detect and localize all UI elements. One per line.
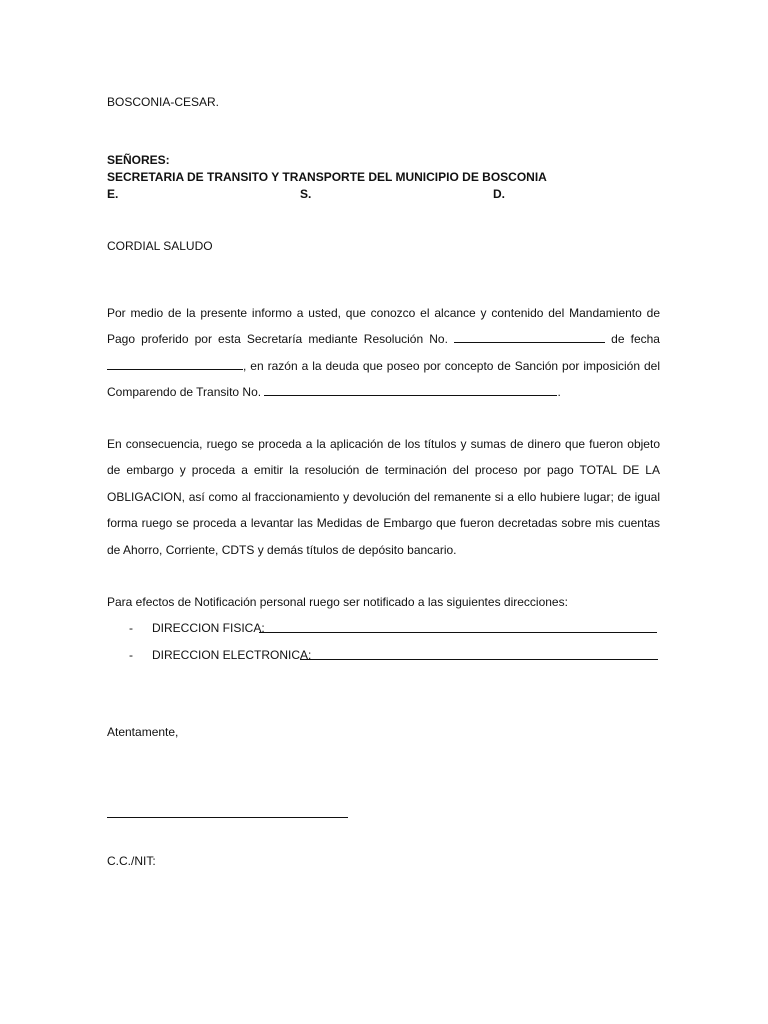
addressee-greeting: SEÑORES:	[107, 153, 170, 167]
notification-intro: Para efectos de Notificación personal ruego ser notificado a las siguientes direcciones:	[107, 595, 568, 609]
place-line: BOSCONIA-CESAR.	[107, 95, 220, 109]
comparendo-number-blank[interactable]	[264, 383, 557, 396]
bullet-dash: -	[129, 648, 133, 662]
letter-s: S.	[300, 187, 312, 201]
bullet-dash: -	[129, 621, 133, 635]
bullet-physical-address	[107, 620, 660, 636]
paragraph1-part1: Por medio de la presente informo a usted, que conozco el alcance y contenido del Mandamiento de Pago proferido por esta Secretaría mediante Resolución No.	[107, 306, 660, 347]
resolution-number-blank[interactable]	[454, 330, 605, 343]
paragraph1-part3: , en razón a la deuda que poseo por concepto de Sanción por imposición del Comparendo de Transito No.	[107, 358, 660, 400]
paragraph-acknowledgement	[107, 300, 660, 406]
electronic-address-label: DIRECCION ELECTRONICA:	[152, 648, 312, 662]
id-label: C.C./NIT:	[107, 854, 156, 868]
physical-address-label: DIRECCION FISICA:	[152, 621, 265, 635]
electronic-address-blank[interactable]	[300, 647, 658, 660]
letter-d: D.	[493, 187, 505, 201]
addressee-esd-row	[107, 186, 118, 202]
addressee-entity: SECRETARIA DE TRANSITO Y TRANSPORTE DEL MUNICIPIO DE BOSCONIA	[107, 170, 547, 184]
closing: Atentamente,	[107, 725, 179, 739]
paragraph1-part2: de fecha	[611, 332, 660, 347]
physical-address-blank[interactable]	[259, 620, 657, 633]
signature-line[interactable]	[107, 817, 348, 818]
salutation: CORDIAL SALUDO	[107, 239, 213, 253]
paragraph1-part4: .	[557, 385, 561, 400]
letter-e: E.	[107, 187, 119, 201]
bullet-electronic-address	[107, 647, 660, 663]
paragraph-request: En consecuencia, ruego se proceda a la aplicación de los títulos y sumas de dinero que fueron objeto de embargo y proceda a emitir la resolución de terminación del proceso por pago TOTAL DE LA OBLIGACION, así como al fraccionamiento y devolución del remanente si a ello hubiere lugar; de igual forma ruego se proceda a levantar las Medidas de Embargo que fueron decretadas sobre mis cuentas de Ahorro, Corriente, CDTS y demás títulos de depósito bancario.	[107, 437, 660, 557]
date-blank[interactable]	[107, 357, 243, 370]
